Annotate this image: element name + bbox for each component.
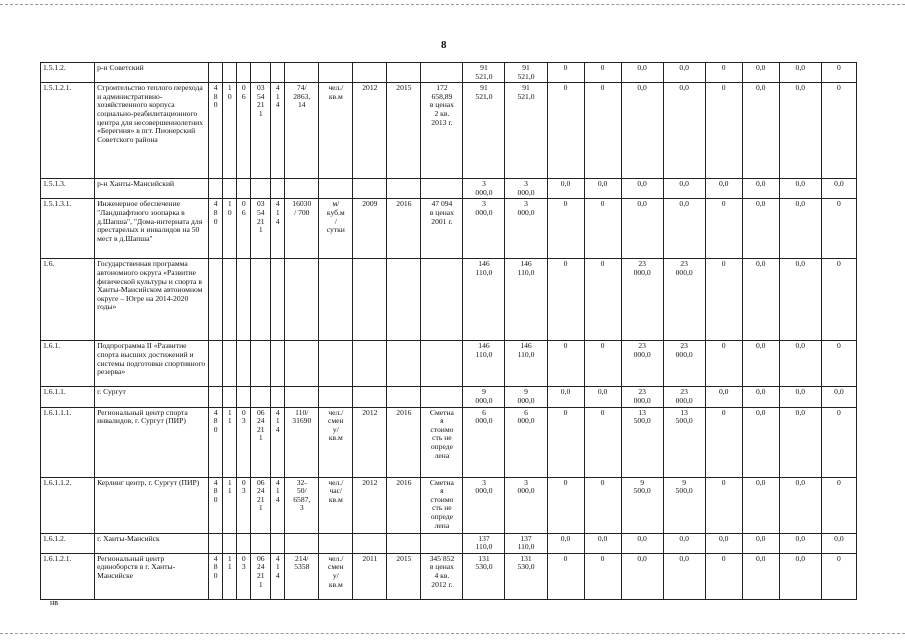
funding-budget-cell: 3 000,0 <box>505 477 547 533</box>
classification-code-cell: 32- 50/ 6587, 3 <box>285 477 319 533</box>
start-year-cell: 2012 <box>353 477 387 533</box>
classification-code-cell <box>237 63 251 83</box>
end-year-cell <box>387 533 421 553</box>
classification-code-cell: 1 1 <box>223 407 237 477</box>
row-code-cell: 1.5.1.3. <box>41 179 95 199</box>
classification-code-cell: 74/ 2863, 14 <box>285 83 319 179</box>
funding-source-cell: 0,0 <box>779 553 821 599</box>
funding-source-cell: 0 <box>547 63 584 83</box>
classification-code-cell <box>251 259 271 341</box>
funding-source-cell: 13 500,0 <box>663 407 705 477</box>
funding-source-cell: 0 <box>705 83 742 179</box>
capacity-unit-cell <box>319 179 353 199</box>
classification-code-cell: 4 8 0 <box>209 553 223 599</box>
funding-total-cell: 137 110,0 <box>463 533 505 553</box>
object-name-cell: Подпрограмма II «Развитие спорта высших достижений и системы подготовки спортивного резерва» <box>95 341 209 387</box>
classification-code-cell <box>223 341 237 387</box>
funding-source-cell: 0,0 <box>663 533 705 553</box>
funding-source-cell: 0 <box>705 199 742 259</box>
footer-mark: нв <box>50 598 59 607</box>
funding-source-cell: 0,0 <box>779 199 821 259</box>
funding-source-cell: 0 <box>584 553 621 599</box>
classification-code-cell <box>223 387 237 407</box>
classification-code-cell: 0 6 <box>237 83 251 179</box>
capacity-unit-cell: чел./ смен у/ кв.м <box>319 407 353 477</box>
object-name-cell: р-н Советский <box>95 63 209 83</box>
capacity-unit-cell <box>319 387 353 407</box>
funding-source-cell: 0 <box>705 259 742 341</box>
estimated-cost-cell <box>421 341 463 387</box>
funding-source-cell: 0,0 <box>663 179 705 199</box>
end-year-cell <box>387 259 421 341</box>
row-code-cell: 1.6. <box>41 259 95 341</box>
row-code-cell: 1.6.1.1.1. <box>41 407 95 477</box>
end-year-cell: 2016 <box>387 477 421 533</box>
funding-source-cell: 0,0 <box>742 553 779 599</box>
classification-code-cell: 4 8 0 <box>209 199 223 259</box>
funding-source-cell: 0,0 <box>779 407 821 477</box>
classification-code-cell: 4 1 4 <box>271 477 285 533</box>
funding-source-cell: 23 000,0 <box>621 387 663 407</box>
start-year-cell <box>353 259 387 341</box>
funding-source-cell: 0,0 <box>779 63 821 83</box>
funding-source-cell: 0,0 <box>547 179 584 199</box>
start-year-cell: 2011 <box>353 553 387 599</box>
row-code-cell: 1.6.1.2. <box>41 533 95 553</box>
capacity-unit-cell <box>319 341 353 387</box>
classification-code-cell: 1 1 <box>223 553 237 599</box>
funding-source-cell: 0,0 <box>584 533 621 553</box>
estimated-cost-cell <box>421 387 463 407</box>
funding-source-cell: 0 <box>705 477 742 533</box>
object-name-cell: г. Ханты-Мансийск <box>95 533 209 553</box>
end-year-cell: 2016 <box>387 199 421 259</box>
funding-total-cell: 6 000,0 <box>463 407 505 477</box>
estimated-cost-cell: 345 852 в ценах 4 кв. 2012 г. <box>421 553 463 599</box>
start-year-cell <box>353 533 387 553</box>
row-code-cell: 1.5.1.2. <box>41 63 95 83</box>
funding-source-cell: 0,0 <box>779 533 821 553</box>
classification-code-cell <box>271 533 285 553</box>
funding-source-cell: 0,0 <box>779 83 821 179</box>
classification-code-cell: 4 8 0 <box>209 407 223 477</box>
classification-code-cell: 03 54 21 1 <box>251 83 271 179</box>
funding-source-cell: 0,0 <box>821 533 856 553</box>
classification-code-cell: 03 54 21 1 <box>251 199 271 259</box>
end-year-cell <box>387 179 421 199</box>
classification-code-cell: 16030 / 700 <box>285 199 319 259</box>
funding-source-cell: 0,0 <box>779 387 821 407</box>
funding-budget-cell: 146 110,0 <box>505 341 547 387</box>
classification-code-cell <box>209 341 223 387</box>
classification-code-cell: 1 1 <box>223 477 237 533</box>
funding-source-cell: 0 <box>705 407 742 477</box>
funding-source-cell: 0 <box>547 83 584 179</box>
funding-source-cell: 0,0 <box>742 407 779 477</box>
funding-source-cell: 0,0 <box>821 387 856 407</box>
funding-source-cell: 0,0 <box>779 179 821 199</box>
funding-budget-cell: 3 000,0 <box>505 199 547 259</box>
end-year-cell <box>387 63 421 83</box>
classification-code-cell <box>285 387 319 407</box>
funding-source-cell: 9 500,0 <box>621 477 663 533</box>
end-year-cell: 2016 <box>387 407 421 477</box>
funding-budget-cell: 131 530,0 <box>505 553 547 599</box>
funding-source-cell: 0,0 <box>621 63 663 83</box>
classification-code-cell <box>271 259 285 341</box>
funding-source-cell: 0 <box>547 199 584 259</box>
funding-source-cell: 0,0 <box>779 341 821 387</box>
funding-source-cell: 0 <box>821 83 856 179</box>
row-code-cell: 1.6.1.1. <box>41 387 95 407</box>
funding-source-cell: 0,0 <box>742 83 779 179</box>
classification-code-cell <box>223 533 237 553</box>
funding-source-cell: 0,0 <box>742 341 779 387</box>
start-year-cell <box>353 179 387 199</box>
classification-code-cell <box>285 259 319 341</box>
page-number: 8 <box>441 39 447 51</box>
funding-source-cell: 23 000,0 <box>621 259 663 341</box>
funding-source-cell: 0,0 <box>621 83 663 179</box>
classification-code-cell <box>285 533 319 553</box>
classification-code-cell <box>285 179 319 199</box>
capacity-unit-cell <box>319 259 353 341</box>
table-row <box>41 259 857 341</box>
classification-code-cell: 4 8 0 <box>209 477 223 533</box>
object-name-cell: р-н Ханты-Мансийский <box>95 179 209 199</box>
funding-source-cell: 0,0 <box>742 387 779 407</box>
funding-total-cell: 3 000,0 <box>463 477 505 533</box>
classification-code-cell <box>285 341 319 387</box>
classification-code-cell: 4 1 4 <box>271 407 285 477</box>
table-row <box>41 63 857 83</box>
classification-code-cell <box>209 63 223 83</box>
funding-source-cell: 0,0 <box>779 259 821 341</box>
funding-source-cell: 0,0 <box>742 533 779 553</box>
start-year-cell: 2012 <box>353 407 387 477</box>
estimated-cost-cell: Сметна я стоимо сть не опреде лена <box>421 477 463 533</box>
classification-code-cell: 4 1 4 <box>271 83 285 179</box>
classification-code-cell <box>285 63 319 83</box>
funding-source-cell: 0 <box>547 407 584 477</box>
capacity-unit-cell <box>319 63 353 83</box>
classification-code-cell <box>251 387 271 407</box>
funding-source-cell: 0,0 <box>621 533 663 553</box>
funding-source-cell: 0 <box>821 553 856 599</box>
funding-source-cell: 0 <box>584 63 621 83</box>
row-code-cell: 1.6.1.1.2. <box>41 477 95 533</box>
table-row <box>41 83 857 179</box>
funding-source-cell: 0,0 <box>821 179 856 199</box>
estimated-cost-cell <box>421 533 463 553</box>
object-name-cell: Строительство теплого перехода и административно-хозяйственного корпуса социально-реабилитационного центра для несовершеннолетних «Берегиня» в пгт. Пионерский Советского района <box>95 83 209 179</box>
start-year-cell <box>353 341 387 387</box>
funding-total-cell: 131 530,0 <box>463 553 505 599</box>
end-year-cell <box>387 387 421 407</box>
classification-code-cell <box>237 259 251 341</box>
funding-source-cell: 0,0 <box>547 533 584 553</box>
end-year-cell <box>387 341 421 387</box>
table-row <box>41 477 857 533</box>
funding-source-cell: 0,0 <box>584 387 621 407</box>
row-code-cell: 1.6.1.2.1. <box>41 553 95 599</box>
funding-source-cell: 0 <box>705 341 742 387</box>
classification-code-cell: 4 1 4 <box>271 553 285 599</box>
funding-source-cell: 23 000,0 <box>663 341 705 387</box>
funding-source-cell: 0 <box>821 63 856 83</box>
funding-budget-cell: 3 000,0 <box>505 179 547 199</box>
classification-code-cell <box>251 63 271 83</box>
funding-source-cell: 9 500,0 <box>663 477 705 533</box>
classification-code-cell: 0 3 <box>237 477 251 533</box>
classification-code-cell: 214/ 5358 <box>285 553 319 599</box>
funding-total-cell: 146 110,0 <box>463 341 505 387</box>
funding-source-cell: 0 <box>584 341 621 387</box>
classification-code-cell: 0 6 <box>237 199 251 259</box>
funding-source-cell: 0,0 <box>705 387 742 407</box>
scan-edge-top <box>0 4 905 5</box>
estimated-cost-cell: 47 094 в ценах 2001 г. <box>421 199 463 259</box>
funding-source-cell: 23 000,0 <box>621 341 663 387</box>
classification-code-cell: 06 24 21 1 <box>251 553 271 599</box>
funding-total-cell: 91 521,0 <box>463 63 505 83</box>
funding-source-cell: 0 <box>705 553 742 599</box>
classification-code-cell: 0 3 <box>237 407 251 477</box>
capacity-unit-cell: чел./ час/ кв.м <box>319 477 353 533</box>
funding-source-cell: 23 000,0 <box>663 259 705 341</box>
funding-source-cell: 0 <box>821 477 856 533</box>
classification-code-cell <box>223 179 237 199</box>
classification-code-cell <box>271 63 285 83</box>
classification-code-cell: 06 24 21 1 <box>251 407 271 477</box>
classification-code-cell <box>271 387 285 407</box>
row-code-cell: 1.6.1. <box>41 341 95 387</box>
funding-source-cell: 0,0 <box>742 199 779 259</box>
capacity-unit-cell: чел./ смен у/ кв.м <box>319 553 353 599</box>
funding-source-cell: 0,0 <box>547 387 584 407</box>
classification-code-cell <box>209 387 223 407</box>
start-year-cell: 2009 <box>353 199 387 259</box>
funding-total-cell: 3 000,0 <box>463 199 505 259</box>
classification-code-cell <box>237 341 251 387</box>
funding-source-cell: 0,0 <box>663 199 705 259</box>
funding-source-cell: 0 <box>821 259 856 341</box>
funding-source-cell: 0,0 <box>742 179 779 199</box>
scan-edge-bottom <box>0 633 905 634</box>
funding-source-cell: 0 <box>584 259 621 341</box>
classification-code-cell <box>223 63 237 83</box>
funding-budget-cell: 146 110,0 <box>505 259 547 341</box>
table-row <box>41 553 857 599</box>
funding-budget-cell: 9 000,0 <box>505 387 547 407</box>
funding-source-cell: 0 <box>584 407 621 477</box>
funding-source-cell: 0 <box>584 199 621 259</box>
classification-code-cell <box>223 259 237 341</box>
start-year-cell: 2012 <box>353 83 387 179</box>
end-year-cell: 2015 <box>387 553 421 599</box>
funding-source-cell: 0 <box>584 477 621 533</box>
estimated-cost-cell <box>421 63 463 83</box>
funding-total-cell: 3 000,0 <box>463 179 505 199</box>
classification-code-cell: 1 0 <box>223 83 237 179</box>
object-name-cell: Инженерное обеспечение "Ландшафтного зоопарка в д.Шапша", "Дома-интерната для престарелых и инвалидов на 50 мест в д.Шапша" <box>95 199 209 259</box>
funding-source-cell: 0,0 <box>705 179 742 199</box>
table-row <box>41 199 857 259</box>
table-row <box>41 341 857 387</box>
funding-source-cell: 23 000,0 <box>663 387 705 407</box>
start-year-cell <box>353 387 387 407</box>
classification-code-cell <box>251 533 271 553</box>
end-year-cell: 2015 <box>387 83 421 179</box>
classification-code-cell <box>209 533 223 553</box>
classification-code-cell: 4 1 4 <box>271 199 285 259</box>
funding-budget-cell: 91 521,0 <box>505 83 547 179</box>
funding-source-cell: 0 <box>547 341 584 387</box>
funding-source-cell: 0,0 <box>742 477 779 533</box>
funding-source-cell: 0,0 <box>742 259 779 341</box>
classification-code-cell: 0 3 <box>237 553 251 599</box>
funding-source-cell: 0,0 <box>621 199 663 259</box>
funding-source-cell: 0,0 <box>621 179 663 199</box>
funding-source-cell: 0 <box>547 259 584 341</box>
funding-source-cell: 0 <box>547 477 584 533</box>
table-row <box>41 407 857 477</box>
table-row <box>41 533 857 553</box>
funding-budget-cell: 91 521,0 <box>505 63 547 83</box>
funding-source-cell: 0,0 <box>742 63 779 83</box>
funding-source-cell: 0 <box>547 553 584 599</box>
funding-total-cell: 9 000,0 <box>463 387 505 407</box>
classification-code-cell <box>271 179 285 199</box>
funding-source-cell: 0,0 <box>663 553 705 599</box>
estimated-cost-cell: 172 658,89 в ценах 2 кв. 2013 г. <box>421 83 463 179</box>
classification-code-cell <box>237 179 251 199</box>
funding-source-cell: 0,0 <box>621 553 663 599</box>
row-code-cell: 1.5.1.2.1. <box>41 83 95 179</box>
estimated-cost-cell: Сметна я стоимо сть не опреде лена <box>421 407 463 477</box>
classification-code-cell: 4 8 0 <box>209 83 223 179</box>
classification-code-cell: 110/ 31690 <box>285 407 319 477</box>
object-name-cell: Региональный центр единоборств в г. Ханты-Мансийске <box>95 553 209 599</box>
investment-table <box>40 62 857 600</box>
funding-total-cell: 146 110,0 <box>463 259 505 341</box>
table-row <box>41 179 857 199</box>
capacity-unit-cell: м/ куб.м / сутки <box>319 199 353 259</box>
object-name-cell: Государственная программа автономного округа «Развитие физической культуры и спорта в Ханты-Мансийском автономном округе – Югре на 2014-2020 годы» <box>95 259 209 341</box>
classification-code-cell: 1 0 <box>223 199 237 259</box>
table-row <box>41 387 857 407</box>
funding-budget-cell: 6 000,0 <box>505 407 547 477</box>
classification-code-cell <box>237 387 251 407</box>
funding-source-cell: 0 <box>821 407 856 477</box>
row-code-cell: 1.5.1.3.1. <box>41 199 95 259</box>
funding-source-cell: 0,0 <box>663 83 705 179</box>
funding-source-cell: 0 <box>821 341 856 387</box>
capacity-unit-cell <box>319 533 353 553</box>
classification-code-cell <box>251 341 271 387</box>
classification-code-cell <box>209 179 223 199</box>
classification-code-cell <box>271 341 285 387</box>
funding-source-cell: 0,0 <box>779 477 821 533</box>
funding-source-cell: 0 <box>705 63 742 83</box>
object-name-cell: г. Сургут <box>95 387 209 407</box>
object-name-cell: Региональный центр спорта инвалидов, г. Сургут (ПИР) <box>95 407 209 477</box>
start-year-cell <box>353 63 387 83</box>
funding-source-cell: 0,0 <box>663 63 705 83</box>
capacity-unit-cell: чел./ кв.м <box>319 83 353 179</box>
funding-source-cell: 0,0 <box>584 179 621 199</box>
funding-budget-cell: 137 110,0 <box>505 533 547 553</box>
classification-code-cell <box>209 259 223 341</box>
funding-source-cell: 0 <box>584 83 621 179</box>
classification-code-cell <box>237 533 251 553</box>
estimated-cost-cell <box>421 179 463 199</box>
estimated-cost-cell <box>421 259 463 341</box>
classification-code-cell <box>251 179 271 199</box>
funding-source-cell: 0 <box>821 199 856 259</box>
object-name-cell: Керлинг центр, г. Сургут (ПИР) <box>95 477 209 533</box>
funding-source-cell: 13 500,0 <box>621 407 663 477</box>
funding-source-cell: 0,0 <box>705 533 742 553</box>
funding-total-cell: 91 521,0 <box>463 83 505 179</box>
classification-code-cell: 06 24 21 1 <box>251 477 271 533</box>
